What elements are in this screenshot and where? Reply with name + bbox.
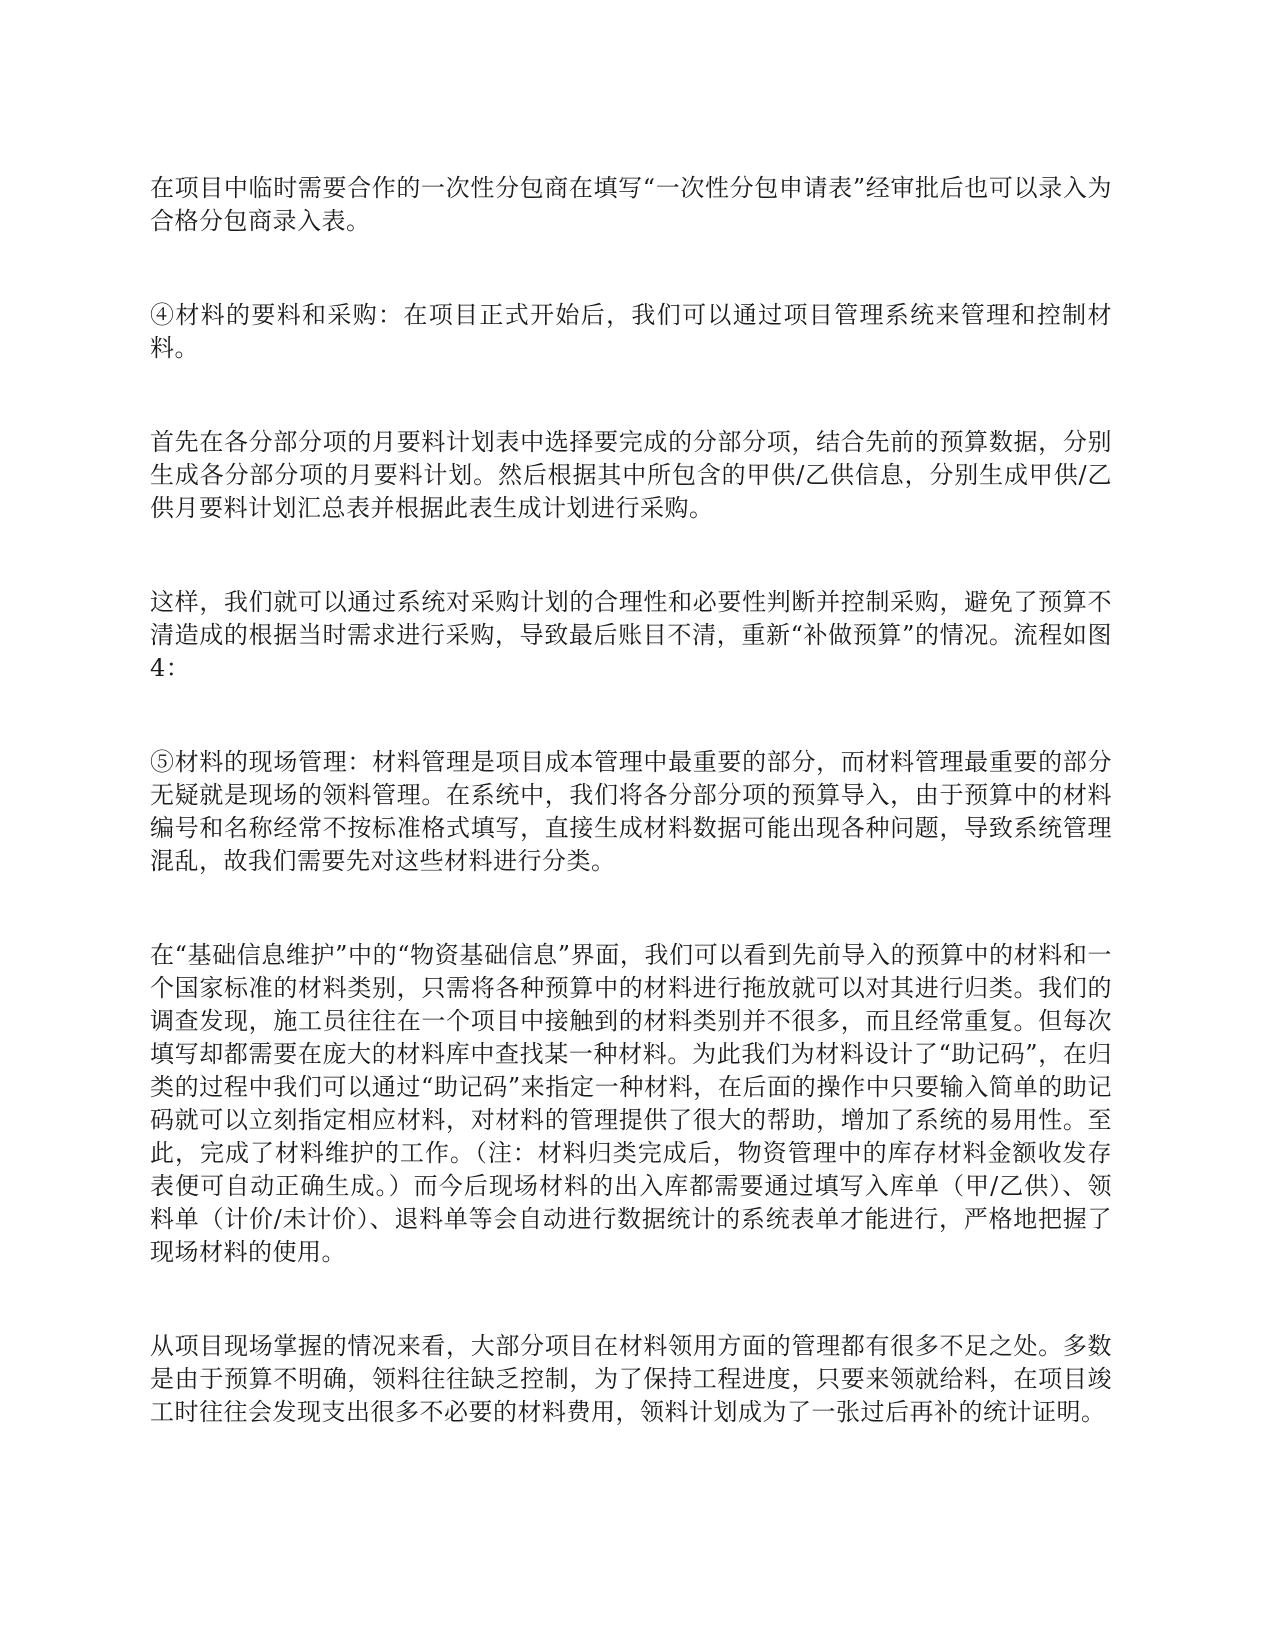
- paragraph-monthly-plan: 首先在各分部分项的月要料计划表中选择要完成的分部分项，结合先前的预算数据，分别生成各分部分项的月要料计划。然后根据其中所包含的甲供/乙供信息，分别生成甲供/乙供月要料计划汇总表并根据此表生成计划进行采购。: [150, 428, 1112, 522]
- paragraph-site-situation: 从项目现场掌握的情况来看，大部分项目在材料领用方面的管理都有很多不足之处。多数是由于预算不明确，领料往往缺乏控制，为了保持工程进度，只要来领就给料，在项目竣工时往往会发现支出很多不必要的材料费用，领料计划成为了一张过后再补的统计证明。: [150, 1332, 1112, 1426]
- paragraph-material-procurement: ④材料的要料和采购：在项目正式开始后，我们可以通过项目管理系统来管理和控制材料。: [150, 301, 1112, 362]
- paragraph-site-management: ⑤材料的现场管理：材料管理是项目成本管理中最重要的部分，而材料管理最重要的部分无疑就是现场的领料管理。在系统中，我们将各分部分项的预算导入，由于预算中的材料编号和名称经常不按标准格式填写，直接生成材料数据可能出现各种问题，导致系统管理混乱，故我们需要先对这些材料进行分类。: [150, 748, 1112, 875]
- document-page: [150, 172, 1112, 1490]
- paragraph-basic-info: 在“基础信息维护”中的“物资基础信息”界面，我们可以看到先前导入的预算中的材料和一个国家标准的材料类别，只需将各种预算中的材料进行拖放就可以对其进行归类。我们的调查发现，施工员往往在一个项目中接触到的材料类别并不很多，而且经常重复。但每次填写却都需要在庞大的材料库中查找某一种材料。为此我们为材料设计了“助记码”，在归类的过程中我们可以通过“助记码”来指定一种材料，在后面的操作中只要输入简单的助记码就可以立刻指定相应材料，对材料的管理提供了很大的帮助，增加了系统的易用性。至此，完成了材料维护的工作。（注：材料归类完成后，物资管理中的库存材料金额收发存表便可自动正确生成。）而今后现场材料的出入库都需要通过填写入库单（甲/乙供）、领料单（计价/未计价）、退料单等会自动进行数据统计的系统表单才能进行，严格地把握了现场材料的使用。: [150, 941, 1112, 1266]
- paragraph-subcontractor: 在项目中临时需要合作的一次性分包商在填写“一次性分包申请表”经审批后也可以录入为合格分包商录入表。: [150, 174, 1112, 235]
- paragraph-purchase-control: 这样，我们就可以通过系统对采购计划的合理性和必要性判断并控制采购，避免了预算不清造成的根据当时需求进行采购，导致最后账目不清，重新“补做预算”的情况。流程如图4：: [150, 588, 1112, 682]
